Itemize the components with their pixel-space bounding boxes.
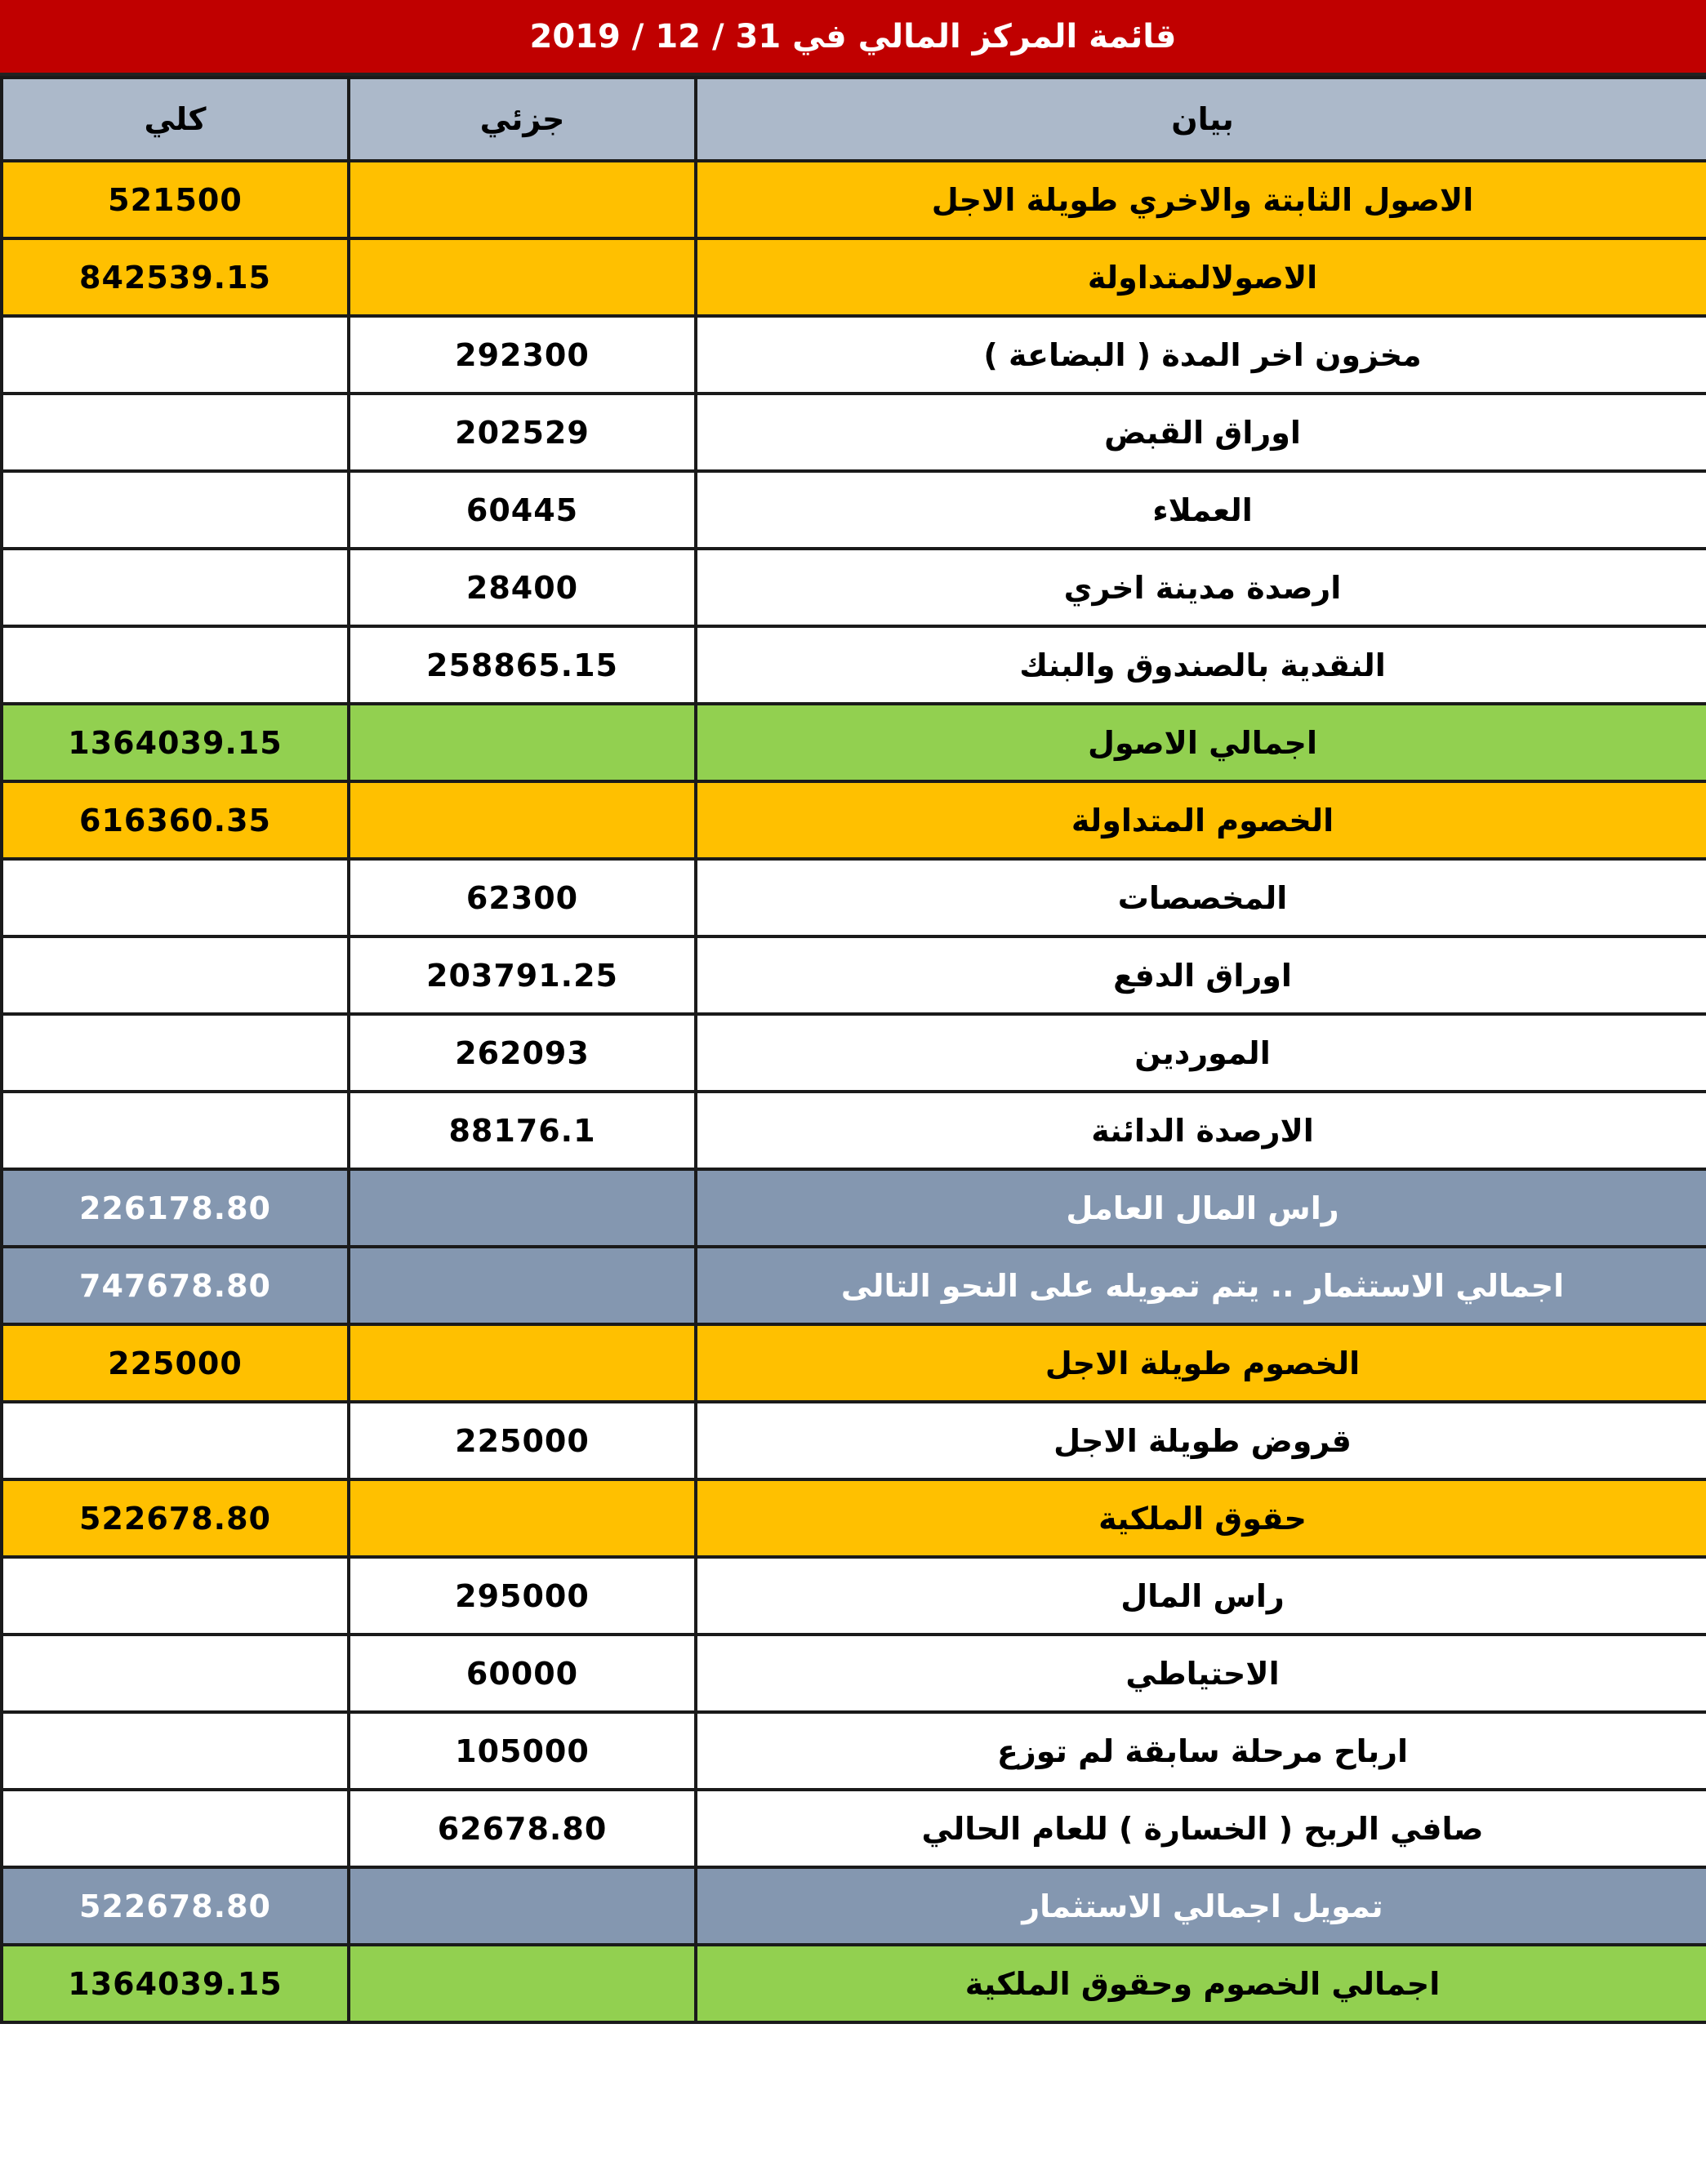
cell-description: اجمالي الاستثمار .. يتم تمويله على النحو التالى [696, 1247, 1706, 1324]
cell-partial [349, 238, 696, 316]
cell-partial [349, 1324, 696, 1402]
cell-description: الموردين [696, 1014, 1706, 1092]
table-row [2, 394, 1706, 471]
table-row [2, 704, 1706, 781]
cell-total [2, 1014, 349, 1092]
table-row [2, 1712, 1706, 1790]
cell-description: ارباح مرحلة سابقة لم توزع [696, 1712, 1706, 1790]
cell-total [2, 1712, 349, 1790]
cell-description: المخصصات [696, 859, 1706, 936]
table-row [2, 1635, 1706, 1712]
cell-description: اوراق القبض [696, 394, 1706, 471]
cell-total [2, 1092, 349, 1169]
cell-description: حقوق الملكية [696, 1479, 1706, 1557]
table-row [2, 626, 1706, 704]
cell-partial [349, 1867, 696, 1945]
cell-total [2, 859, 349, 936]
cell-partial [349, 1169, 696, 1247]
cell-description: راس المال العامل [696, 1169, 1706, 1247]
cell-total: 226178.80 [2, 1169, 349, 1247]
cell-description: الاصول الثابتة والاخري طويلة الاجل [696, 161, 1706, 238]
cell-total [2, 936, 349, 1014]
cell-total [2, 471, 349, 549]
table-row [2, 1092, 1706, 1169]
header-total: كلي [2, 78, 349, 161]
cell-partial [349, 1247, 696, 1324]
cell-description: النقدية بالصندوق والبنك [696, 626, 1706, 704]
table-row [2, 471, 1706, 549]
cell-description: ارصدة مدينة اخري [696, 549, 1706, 626]
cell-description: العملاء [696, 471, 1706, 549]
table-row [2, 316, 1706, 394]
cell-total: 522678.80 [2, 1479, 349, 1557]
cell-description: راس المال [696, 1557, 1706, 1635]
cell-total [2, 1557, 349, 1635]
cell-description: مخزون اخر المدة ( البضاعة ) [696, 316, 1706, 394]
table-row [2, 1014, 1706, 1092]
cell-partial: 60000 [349, 1635, 696, 1712]
cell-partial: 292300 [349, 316, 696, 394]
cell-partial: 62678.80 [349, 1790, 696, 1867]
table-header-row [2, 78, 1706, 161]
cell-partial: 203791.25 [349, 936, 696, 1014]
cell-partial: 295000 [349, 1557, 696, 1635]
cell-total: 842539.15 [2, 238, 349, 316]
table-row [2, 1557, 1706, 1635]
cell-description: تمويل اجمالي الاستثمار [696, 1867, 1706, 1945]
cell-total: 1364039.15 [2, 1945, 349, 2022]
table-row [2, 1402, 1706, 1479]
cell-description: الاصولالمتداولة [696, 238, 1706, 316]
watermark-logo: خمسات [773, 2086, 934, 2135]
cell-description: اجمالي الاصول [696, 704, 1706, 781]
table-row [2, 1247, 1706, 1324]
table-row [2, 936, 1706, 1014]
cell-total [2, 1402, 349, 1479]
cell-total [2, 626, 349, 704]
cell-partial: 258865.15 [349, 626, 696, 704]
table-row [2, 1867, 1706, 1945]
cell-total [2, 1790, 349, 1867]
cell-partial: 60445 [349, 471, 696, 549]
table-row [2, 161, 1706, 238]
balance-table [0, 76, 1706, 2024]
cell-description: اوراق الدفع [696, 936, 1706, 1014]
cell-partial [349, 1945, 696, 2022]
cell-description: الاحتياطي [696, 1635, 1706, 1712]
cell-partial: 262093 [349, 1014, 696, 1092]
table-body [2, 161, 1706, 2022]
sheet-title: قائمة المركز المالي في 31 / 12 / 2019 [0, 0, 1706, 76]
table-row [2, 549, 1706, 626]
cell-partial [349, 704, 696, 781]
cell-partial: 88176.1 [349, 1092, 696, 1169]
table-row [2, 1479, 1706, 1557]
table-row [2, 1945, 1706, 2022]
cell-total [2, 1635, 349, 1712]
cell-total: 1364039.15 [2, 704, 349, 781]
table-row [2, 1169, 1706, 1247]
table-row [2, 1790, 1706, 1867]
table-row [2, 859, 1706, 936]
cell-partial: 105000 [349, 1712, 696, 1790]
cell-total [2, 549, 349, 626]
cell-partial: 62300 [349, 859, 696, 936]
cell-total: 522678.80 [2, 1867, 349, 1945]
cell-partial [349, 781, 696, 859]
cell-partial [349, 161, 696, 238]
cell-partial [349, 1479, 696, 1557]
table-row [2, 1324, 1706, 1402]
cell-description: الخصوم طويلة الاجل [696, 1324, 1706, 1402]
cell-total [2, 316, 349, 394]
cell-description: صافي الربح ( الخسارة ) للعام الحالي [696, 1790, 1706, 1867]
header-description: بيان [696, 78, 1706, 161]
cell-total: 616360.35 [2, 781, 349, 859]
cell-partial: 202529 [349, 394, 696, 471]
cell-description: الخصوم المتداولة [696, 781, 1706, 859]
table-row [2, 238, 1706, 316]
cell-total: 521500 [2, 161, 349, 238]
cell-description: قروض طويلة الاجل [696, 1402, 1706, 1479]
table-row [2, 781, 1706, 859]
cell-description: الارصدة الدائنة [696, 1092, 1706, 1169]
cell-description: اجمالي الخصوم وحقوق الملكية [696, 1945, 1706, 2022]
cell-partial: 28400 [349, 549, 696, 626]
header-partial: جزئي [349, 78, 696, 161]
cell-total: 225000 [2, 1324, 349, 1402]
cell-total [2, 394, 349, 471]
cell-total: 747678.80 [2, 1247, 349, 1324]
cell-partial: 225000 [349, 1402, 696, 1479]
